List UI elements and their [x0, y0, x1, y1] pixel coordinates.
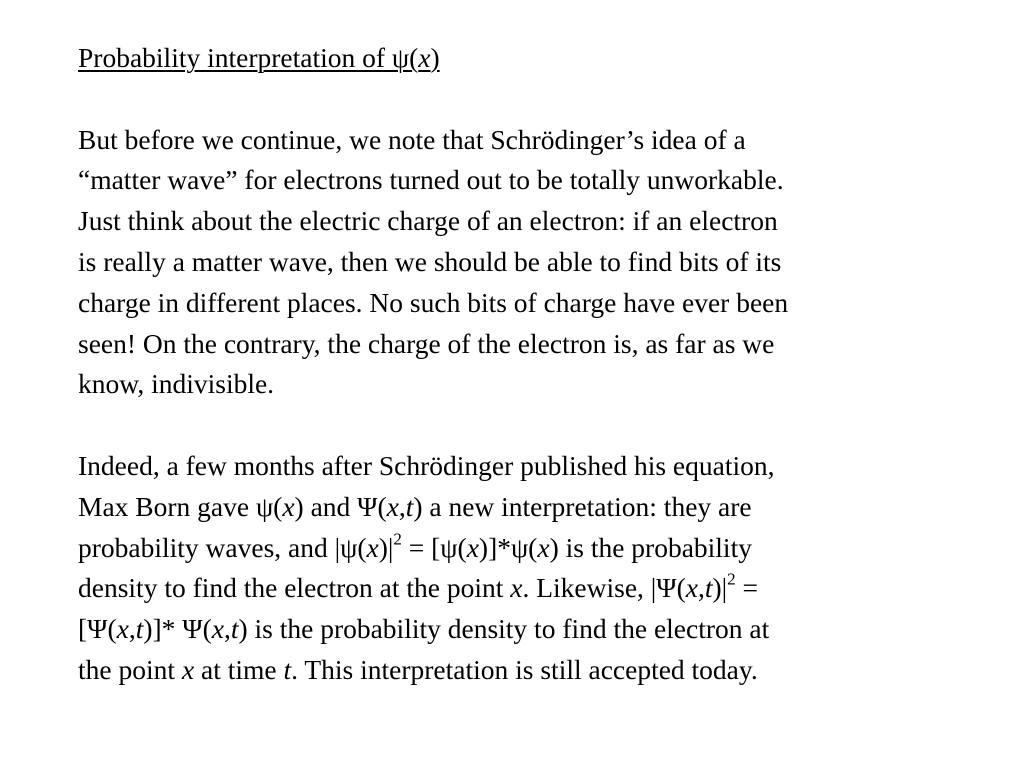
paragraph-line: [Ψ(x,t)]* Ψ(x,t) is the probability density to find the electron at	[78, 613, 770, 645]
title-text-end: )	[430, 42, 440, 73]
paragraph-line: charge in different places. No such bits of charge have ever been	[78, 286, 789, 318]
paragraph-line: Max Born gave ψ(x) and Ψ(x,t) a new interpretation: they are	[78, 490, 752, 522]
paragraph-line: the point x at time t. This interpretation is still accepted today.	[78, 653, 758, 685]
paragraph-line: probability waves, and $|\psi(x)|^2 = [\psi(x)]*\psi(x)$ is the probability	[78, 529, 752, 563]
paragraph-line: seen! On the contrary, the charge of the electron is, as far as we	[78, 327, 775, 359]
paragraph-line: Just think about the electric charge of an electron: if an electron	[78, 205, 778, 237]
paragraph-line: density to find the electron at the point x. Likewise, $|\Psi(x,t)|^2$ =	[78, 570, 759, 604]
title-variable: x	[418, 42, 431, 73]
paragraph-line: “matter wave” for electrons turned out to be totally unworkable.	[78, 164, 784, 196]
paragraph-matter-wave	[78, 120, 998, 406]
paragraph-line: But before we continue, we note that Schrödinger’s idea of a	[78, 123, 746, 155]
slide-content	[78, 38, 998, 691]
paragraph-born-interpretation	[78, 446, 998, 691]
paragraph-line: is really a matter wave, then we should be able to find bits of its	[78, 245, 782, 277]
spacer	[78, 79, 998, 120]
paragraph-line: Indeed, a few months after Schrödinger published his equation,	[78, 449, 775, 481]
paragraph-line: know, indivisible.	[78, 368, 275, 400]
title-text: Probability interpretation of ψ(	[78, 42, 419, 73]
slide-title	[78, 38, 998, 79]
spacer	[78, 405, 998, 446]
